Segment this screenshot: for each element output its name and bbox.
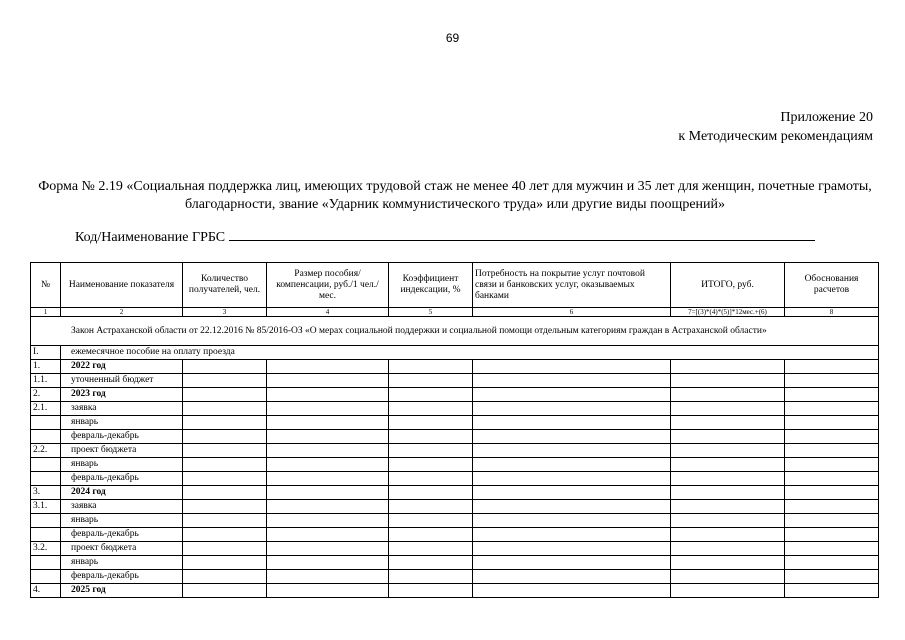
empty-value-cell[interactable] (389, 570, 473, 584)
empty-value-cell[interactable] (473, 500, 671, 514)
empty-value-cell[interactable] (183, 444, 267, 458)
grbs-label: Код/Наименование ГРБС (75, 230, 226, 245)
row-indicator-name: заявка (61, 402, 183, 416)
form-title: Форма № 2.19 «Социальная поддержка лиц, имеющих трудовой стаж не менее 40 лет для мужчин и 35 лет для женщин, почетные грамоты, благодарности, звание «Ударник коммунистического труда» или другие виды поощрений» (38, 179, 872, 212)
empty-value-cell[interactable] (785, 514, 879, 528)
column-number-cell: 8 (785, 308, 879, 317)
row-number: 3.1. (31, 500, 61, 514)
row-indicator-name: проект бюджета (61, 542, 183, 556)
table-row (31, 388, 879, 402)
empty-value-cell[interactable] (473, 472, 671, 486)
empty-value-cell[interactable] (183, 528, 267, 542)
empty-value-cell[interactable] (473, 584, 671, 598)
empty-value-cell[interactable] (785, 500, 879, 514)
row-number: 3.2. (31, 542, 61, 556)
empty-value-cell[interactable] (473, 402, 671, 416)
empty-value-cell[interactable] (473, 570, 671, 584)
row-indicator-name: 2025 год (61, 584, 183, 598)
table-row (31, 444, 879, 458)
empty-value-cell[interactable] (671, 416, 785, 430)
header-cell: Количество получателей, чел. (183, 263, 267, 308)
empty-value-cell[interactable] (473, 542, 671, 556)
empty-value-cell[interactable] (267, 528, 389, 542)
empty-value-cell[interactable] (183, 430, 267, 444)
empty-value-cell[interactable] (389, 360, 473, 374)
empty-value-cell[interactable] (183, 472, 267, 486)
empty-value-cell[interactable] (389, 556, 473, 570)
table-row (31, 360, 879, 374)
empty-value-cell[interactable] (267, 472, 389, 486)
empty-value-cell[interactable] (389, 472, 473, 486)
row-number: 1.1. (31, 374, 61, 388)
header-cell: Наименование показателя (61, 263, 183, 308)
empty-value-cell[interactable] (183, 584, 267, 598)
empty-value-cell[interactable] (183, 542, 267, 556)
empty-value-cell[interactable] (183, 402, 267, 416)
empty-value-cell[interactable] (473, 430, 671, 444)
empty-value-cell[interactable] (785, 444, 879, 458)
empty-value-cell[interactable] (389, 416, 473, 430)
empty-value-cell[interactable] (267, 374, 389, 388)
empty-value-cell[interactable] (389, 528, 473, 542)
empty-value-cell[interactable] (473, 514, 671, 528)
row-number: 3. (31, 486, 61, 500)
table-row (31, 416, 879, 430)
empty-value-cell[interactable] (671, 584, 785, 598)
empty-value-cell[interactable] (473, 556, 671, 570)
header-row (31, 263, 879, 308)
empty-value-cell[interactable] (671, 514, 785, 528)
column-number-cell: 2 (61, 308, 183, 317)
empty-value-cell[interactable] (473, 444, 671, 458)
grbs-field (75, 228, 815, 246)
empty-value-cell[interactable] (389, 458, 473, 472)
empty-value-cell[interactable] (183, 458, 267, 472)
empty-value-cell[interactable] (389, 374, 473, 388)
row-indicator-name: заявка (61, 500, 183, 514)
empty-value-cell[interactable] (671, 472, 785, 486)
empty-value-cell[interactable] (267, 360, 389, 374)
row-number (31, 416, 61, 430)
empty-value-cell[interactable] (389, 542, 473, 556)
empty-value-cell[interactable] (267, 556, 389, 570)
row-number (31, 528, 61, 542)
empty-value-cell[interactable] (473, 486, 671, 500)
empty-value-cell[interactable] (785, 556, 879, 570)
empty-value-cell[interactable] (389, 500, 473, 514)
empty-value-cell[interactable] (183, 416, 267, 430)
empty-value-cell[interactable] (785, 584, 879, 598)
empty-value-cell[interactable] (267, 584, 389, 598)
empty-value-cell[interactable] (267, 388, 389, 402)
empty-value-cell[interactable] (389, 514, 473, 528)
row-number: 4. (31, 584, 61, 598)
header-cell: ИТОГО, руб. (671, 263, 785, 308)
empty-value-cell[interactable] (473, 416, 671, 430)
row-indicator-name: февраль-декабрь (61, 430, 183, 444)
table-row (31, 346, 879, 360)
empty-value-cell[interactable] (267, 570, 389, 584)
empty-value-cell[interactable] (785, 542, 879, 556)
table-row (31, 542, 879, 556)
empty-value-cell[interactable] (785, 570, 879, 584)
empty-value-cell[interactable] (671, 528, 785, 542)
table-row (31, 402, 879, 416)
table-row (31, 528, 879, 542)
appendix-line-1: Приложение 20 (780, 110, 873, 125)
empty-value-cell[interactable] (267, 542, 389, 556)
table-row (31, 556, 879, 570)
empty-value-cell[interactable] (267, 416, 389, 430)
table-row (31, 430, 879, 444)
row-number: 2. (31, 388, 61, 402)
empty-value-cell[interactable] (389, 430, 473, 444)
row-indicator-name: февраль-декабрь (61, 528, 183, 542)
empty-value-cell[interactable] (785, 472, 879, 486)
row-number (31, 570, 61, 584)
table-row (31, 458, 879, 472)
empty-value-cell[interactable] (671, 500, 785, 514)
column-number-cell: 5 (389, 308, 473, 317)
empty-value-cell[interactable] (389, 444, 473, 458)
empty-value-cell[interactable] (389, 584, 473, 598)
empty-value-cell[interactable] (473, 360, 671, 374)
appendix-note (678, 108, 873, 146)
empty-value-cell[interactable] (671, 444, 785, 458)
row-number: 2.1. (31, 402, 61, 416)
table-row (31, 514, 879, 528)
empty-value-cell[interactable] (389, 388, 473, 402)
empty-value-cell[interactable] (267, 402, 389, 416)
empty-value-cell[interactable] (183, 500, 267, 514)
empty-value-cell[interactable] (389, 486, 473, 500)
empty-value-cell[interactable] (671, 374, 785, 388)
empty-value-cell[interactable] (785, 430, 879, 444)
row-indicator-name: январь (61, 556, 183, 570)
row-indicator-name: февраль-декабрь (61, 570, 183, 584)
column-number-cell: 4 (267, 308, 389, 317)
empty-value-cell[interactable] (267, 444, 389, 458)
empty-value-cell[interactable] (267, 486, 389, 500)
empty-value-cell[interactable] (183, 556, 267, 570)
row-indicator-name: 2022 год (61, 360, 183, 374)
empty-value-cell[interactable] (183, 570, 267, 584)
column-number-row (31, 308, 879, 317)
table-row (31, 486, 879, 500)
empty-value-cell[interactable] (671, 542, 785, 556)
empty-value-cell[interactable] (473, 528, 671, 542)
empty-value-cell[interactable] (671, 570, 785, 584)
empty-value-cell[interactable] (267, 458, 389, 472)
column-number-cell: 7=[(3)*(4)*(5)]*12мес.+(6) (671, 308, 785, 317)
empty-value-cell[interactable] (785, 486, 879, 500)
row-indicator-name: январь (61, 458, 183, 472)
empty-value-cell[interactable] (183, 486, 267, 500)
empty-value-cell[interactable] (183, 360, 267, 374)
empty-value-cell[interactable] (785, 458, 879, 472)
empty-value-cell[interactable] (785, 360, 879, 374)
empty-value-cell[interactable] (473, 458, 671, 472)
empty-value-cell[interactable] (671, 360, 785, 374)
row-indicator-name: январь (61, 514, 183, 528)
table-row (31, 472, 879, 486)
grbs-blank-line[interactable] (229, 228, 815, 241)
empty-value-cell[interactable] (671, 486, 785, 500)
header-cell: Обоснования расчетов (785, 263, 879, 308)
empty-value-cell[interactable] (389, 402, 473, 416)
row-indicator-name: 2024 год (61, 486, 183, 500)
empty-value-cell[interactable] (267, 430, 389, 444)
row-number (31, 430, 61, 444)
empty-value-cell[interactable] (671, 430, 785, 444)
row-number (31, 556, 61, 570)
empty-value-cell[interactable] (473, 374, 671, 388)
empty-value-cell[interactable] (671, 388, 785, 402)
empty-value-cell[interactable] (671, 458, 785, 472)
header-cell: Потребность на покрытие услуг почтовой связи и банковских услуг, оказываемых банками (473, 263, 671, 308)
row-indicator-name: проект бюджета (61, 444, 183, 458)
row-indicator-name: февраль-декабрь (61, 472, 183, 486)
table-row (31, 570, 879, 584)
empty-value-cell[interactable] (785, 416, 879, 430)
law-text: Закон Астраханской области от 22.12.2016 № 85/2016-ОЗ «О мерах социальной поддержки и социальной помощи отдельным категориям граждан в Астраханской области» (31, 317, 879, 346)
column-number-cell: 6 (473, 308, 671, 317)
empty-value-cell[interactable] (473, 388, 671, 402)
empty-value-cell[interactable] (785, 528, 879, 542)
empty-value-cell[interactable] (785, 388, 879, 402)
header-cell: Размер пособия/компенсации, руб./1 чел./мес. (267, 263, 389, 308)
empty-value-cell[interactable] (183, 514, 267, 528)
header-cell: Коэффициент индексации, % (389, 263, 473, 308)
row-indicator-name: январь (61, 416, 183, 430)
table-row (31, 584, 879, 598)
empty-value-cell[interactable] (183, 374, 267, 388)
row-number: 1. (31, 360, 61, 374)
table-row (31, 500, 879, 514)
appendix-line-2: к Методическим рекомендациям (678, 129, 873, 144)
table-row (31, 374, 879, 388)
empty-value-cell[interactable] (267, 514, 389, 528)
empty-value-cell[interactable] (671, 402, 785, 416)
row-number: 2.2. (31, 444, 61, 458)
row-indicator-name: уточненный бюджет (61, 374, 183, 388)
empty-value-cell[interactable] (183, 388, 267, 402)
column-number-cell: 1 (31, 308, 61, 317)
empty-value-cell[interactable] (785, 374, 879, 388)
row-number (31, 458, 61, 472)
row-indicator-name: 2023 год (61, 388, 183, 402)
law-row (31, 317, 879, 346)
empty-value-cell[interactable] (671, 556, 785, 570)
empty-value-cell[interactable] (785, 402, 879, 416)
row-indicator-name: ежемесячное пособие на оплату проезда (61, 346, 879, 360)
row-number: I. (31, 346, 61, 360)
empty-value-cell[interactable] (267, 500, 389, 514)
column-number-cell: 3 (183, 308, 267, 317)
row-number (31, 472, 61, 486)
row-number (31, 514, 61, 528)
header-cell: № (31, 263, 61, 308)
form-table (30, 262, 879, 598)
page-number: 69 (445, 31, 460, 45)
